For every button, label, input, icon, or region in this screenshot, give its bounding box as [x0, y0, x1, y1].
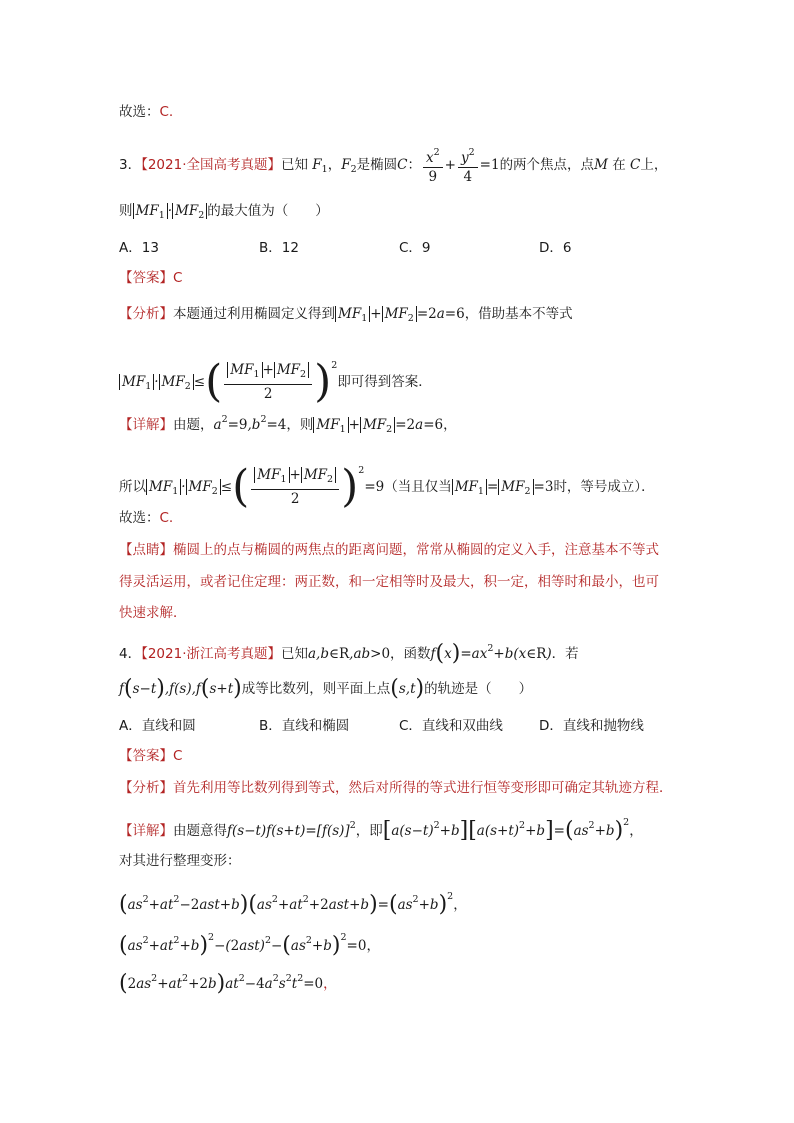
- q3-answer: [119, 267, 182, 289]
- q3-stem-line2: 则 $MF_1 \cdot MF_2$ 的最大值为（ ）: [119, 203, 329, 221]
- choice-c[interactable]: C．直线和双曲线: [399, 718, 503, 734]
- question-source: 【2021·全国高考真题】: [141, 157, 281, 173]
- question-number: 3．: [119, 157, 142, 173]
- q4-stem-line2: f(s−t),f(s),f(s+t)成等比数列，则平面上点(s,t)的轨迹是（ ）: [119, 676, 533, 701]
- answer-tag: 【答案】: [119, 748, 173, 764]
- q3-note-line3: 快速求解．: [119, 605, 187, 621]
- detail-tag: 【详解】: [119, 823, 173, 839]
- choice-d[interactable]: D．6: [539, 240, 572, 256]
- answer-value: C: [173, 748, 183, 764]
- question-source: 【2021·浙江高考真题】: [141, 646, 281, 662]
- q3-analysis-line2: $MF_1 \cdot MF_2$ ≤( $\frac{MF_1 + MF_2}{2}$ )$^2$即可得到答案．: [119, 338, 432, 415]
- choice-d[interactable]: D．直线和抛物线: [539, 718, 644, 734]
- choice-a[interactable]: A．直线和圆: [119, 718, 196, 734]
- choice-a[interactable]: A．13: [119, 240, 159, 256]
- ellipse-x-fraction: $\frac{x^2}{9}$: [423, 144, 443, 186]
- q4-answer: [119, 745, 182, 767]
- q3-choices: [119, 237, 679, 259]
- choice-b[interactable]: B．直线和椭圆: [259, 718, 350, 734]
- q4-analysis: 【分析】首先利用等比数列得到等式，然后对所得的等式进行恒等变形即可确定其轨迹方程．: [119, 780, 673, 796]
- conclusion-answer: C.: [159, 104, 174, 120]
- prev-conclusion: [119, 101, 173, 123]
- q4-detail-line2: 对其进行整理变形：: [119, 853, 241, 869]
- answer-tag: 【答案】: [119, 270, 173, 286]
- inequality-fraction: $\frac{MF_1 + MF_2}{2}$: [224, 361, 312, 403]
- note-tag: 【点睛】: [119, 542, 173, 558]
- detail-fraction: $\frac{MF_1 + MF_2}{2}$: [251, 466, 339, 508]
- analysis-tag: 【分析】: [119, 780, 173, 796]
- detail-tag: 【详解】: [119, 417, 173, 433]
- q4-equation-1: $(as^2+at^2-2ast+b)(as^2+at^2+2ast+b)=(as^2+b)^2$，: [119, 891, 467, 917]
- answer-value: C: [173, 270, 183, 286]
- q4-equation-2: $(as^2+at^2+b)^2-(2ast)^2-(as^2+b)^2=0$，: [119, 932, 380, 958]
- q4-stem-line1: 4．【2021·浙江高考真题】已知a,b∈R,ab>0，函数$f(x)=ax^2+b(x\in R)$．若: [119, 641, 579, 666]
- q4-choices: [119, 715, 679, 737]
- q4-detail-line1: 【详解】由题意得$f(s-t)f(s+t)=[f(s)]^2$，即$[a(s-t)^2+b][a(s+t)^2+b]=(as^2+b)^2$，: [119, 817, 643, 843]
- ellipse-y-fraction: $\frac{y^2}{4}$: [458, 144, 478, 186]
- q3-detail-line2: 所以 $MF_1 \cdot MF_2$ ≤( $\frac{MF_1 + MF_2}{2}$ )$^2$=9（当且仅当 $MF_1 = MF_2 =3$时，等号成立）．: [119, 461, 655, 512]
- choice-c[interactable]: C．9: [399, 240, 431, 256]
- question-number: 4．: [119, 646, 142, 662]
- q3-conclusion: 故选：C.: [119, 510, 174, 526]
- conclusion-label: 故选：: [119, 104, 160, 120]
- q3-note-line2: 得灵活运用，或者记住定理：两正数，和一定相等时及最大，积一定，相等时和最小，也可: [119, 574, 659, 590]
- q3-analysis-line1: 【分析】本题通过利用椭圆定义得到 $MF_1 + MF_2 =2a=6$，借助基本不等式: [119, 306, 573, 324]
- q3-detail-line1: 【详解】由题，$a^2=9,b^2=4$，则 $MF_1 + MF_2 =2a=6$，: [119, 414, 457, 435]
- q3-note-line1: 【点睛】椭圆上的点与椭圆的两焦点的距离问题，常常从椭圆的定义入手，注意基本不等式: [119, 542, 659, 558]
- q3-stem-line1: 3．【2021·全国高考真题】已知 $F_1$，$F_2$是椭圆C： $\frac{x^2}{9}$ + $\frac{y^2}{4}$ =1的两个焦点，点M 在 C上，: [119, 144, 667, 186]
- choice-b[interactable]: B．12: [259, 240, 299, 256]
- analysis-tag: 【分析】: [119, 306, 173, 322]
- q4-equation-3: $(2as^2+at^2+2b)at^2-4a^2s^2t^2=0$，: [119, 971, 337, 996]
